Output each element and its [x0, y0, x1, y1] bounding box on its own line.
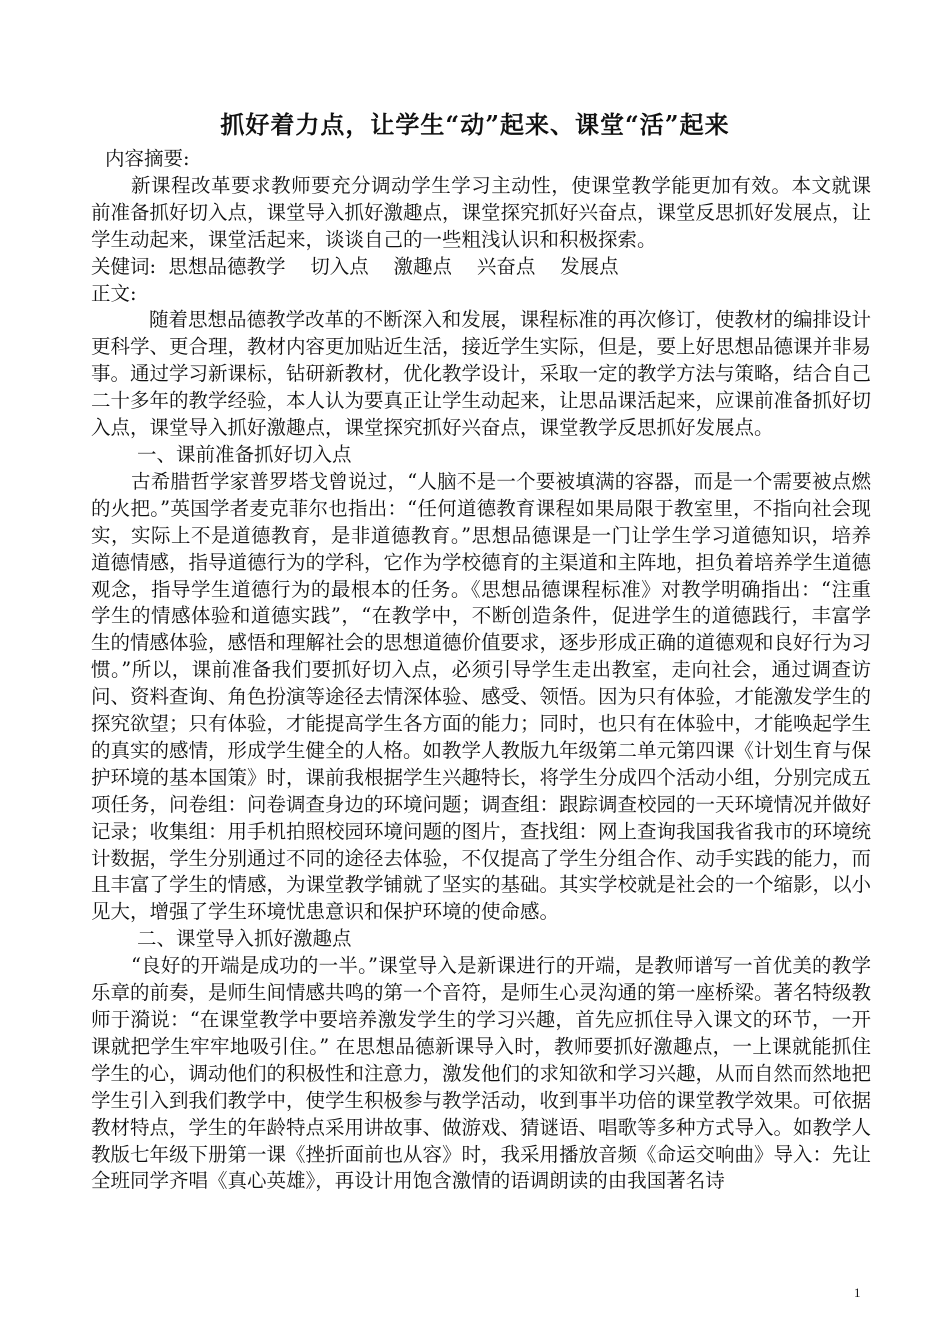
intro-paragraph: 随着思想品德教学改革的不断深入和发展，课程标准的再次修订，使教材的编排设计更科学、更合理，教材内容更加贴近生活，接近学生实际，但是，要上好思想品德课并非易事。通过学习新课标，钻研新教材，优化教学设计，采取一定的教学方法与策略，结合自己二十多年的教学经验，本人认为要真正让学生动起来，让思品课活起来，应课前准备抓好切入点，课堂导入抓好激趣点，课堂探究抓好兴奋点，课堂教学反思抓好发展点。	[91, 308, 872, 440]
abstract-label: 内容摘要:	[105, 147, 190, 170]
section-paragraph-1: 古希腊哲学家普罗塔戈曾说过，“人脑不是一个要被填满的容器，而是一个需要被点燃的火把。”英国学者麦克菲尔也指出：“任何道德教育课程如果局限于教室里，不指向社会现实，实际上不是道德教育，是非道德教育。”思想品德课是一门让学生学习道德知识，培养道德情感，指导道德行为的学科，它作为学校德育的主渠道和主阵地，担负着培养学生道德观念，指导学生道德行为的最根本的任务。《思想品德课程标准》对教学明确指出：“注重学生的情感体验和道德实践”，“在教学中，不断创造条件，促进学生的道德践行，丰富学生的情感体验，感悟和理解社会的思想道德价值要求，逐步形成正确的道德观和良好行为习惯。”所以，课前准备我们要抓好切入点，必须引导学生走出教室，走向社会，通过调查访问、资料查询、角色扮演等途径去情深体验、感受、领悟。因为只有体验，才能激发学生的探究欲望；只有体验，才能提高学生各方面的能力；同时，也只有在体验中，才能唤起学生的真实的感情，形成学生健全的人格。如教学人教版九年级第二单元第四课《计划生育与保护环境的基本国策》时，课前我根据学生兴趣特长，将学生分成四个活动小组，分别完成五项任务，问卷组：问卷调查身边的环境问题；调查组：跟踪调查校园的一天环境情况并做好记录；收集组：用手机拍照校园环境问题的图片，查找组：网上查询我国我省我市的环境统计数据，学生分别通过不同的途径去体验，不仅提高了学生分组合作、动手实践的能力，而且丰富了学生的情感，为课堂教学铺就了坚实的基础。其实学校就是社会的一个缩影，以小见大，增强了学生环境忧患意识和保护环境的使命感。	[91, 469, 872, 924]
document-title: 抓好着力点，让学生“动”起来、课堂“活”起来	[220, 110, 730, 139]
section-heading-1: 一、课前准备抓好切入点	[137, 442, 352, 466]
body-label: 正文:	[91, 281, 137, 305]
keywords-line: 关健词: 思想品德教学 切入点 激趣点 兴奋点 发展点	[91, 254, 619, 278]
section-paragraph-2: “良好的开端是成功的一半。”课堂导入是新课进行的开端，是教师谱写一首优美的教学乐章的前奏，是师生间情感共鸣的第一个音符，是师生心灵沟通的第一座桥梁。著名特级教师于漪说：“在课堂教学中要培养激发学生的学习兴趣，首先应抓住导入课文的环节，一开课就把学生牢牢地吸引住。” 在思想品德新课导入时，教师要抓好激趣点，一上课就能抓住学生的心，调动他们的积极性和注意力，激发他们的求知欲和学习兴趣，从而自然而然地把学生引入到我们教学中，使学生积极参与教学活动，收到事半功倍的课堂教学效果。可依据教材特点，学生的年龄特点采用讲故事、做游戏、猜谜语、唱歌等多种方式导入。如教学人教版七年级下册第一课《挫折面前也从容》时，我采用播放音频《命运交响曲》导入：先让全班同学齐唱《真心英雄》，再设计用饱含激情的语调朗读的由我国著名诗	[91, 954, 872, 1193]
abstract-text: 新课程改革要求教师要充分调动学生学习主动性，使课堂教学能更加有效。本文就课前准备抓好切入点，课堂导入抓好激趣点，课堂探究抓好兴奋点，课堂反思抓好发展点，让学生动起来，课堂活起来，谈谈自己的一些粗浅认识和积极探索。	[91, 173, 872, 251]
section-heading-2: 二、课堂导入抓好激趣点	[137, 927, 352, 951]
page-number: 1	[854, 1285, 861, 1300]
document-body	[91, 146, 871, 1195]
